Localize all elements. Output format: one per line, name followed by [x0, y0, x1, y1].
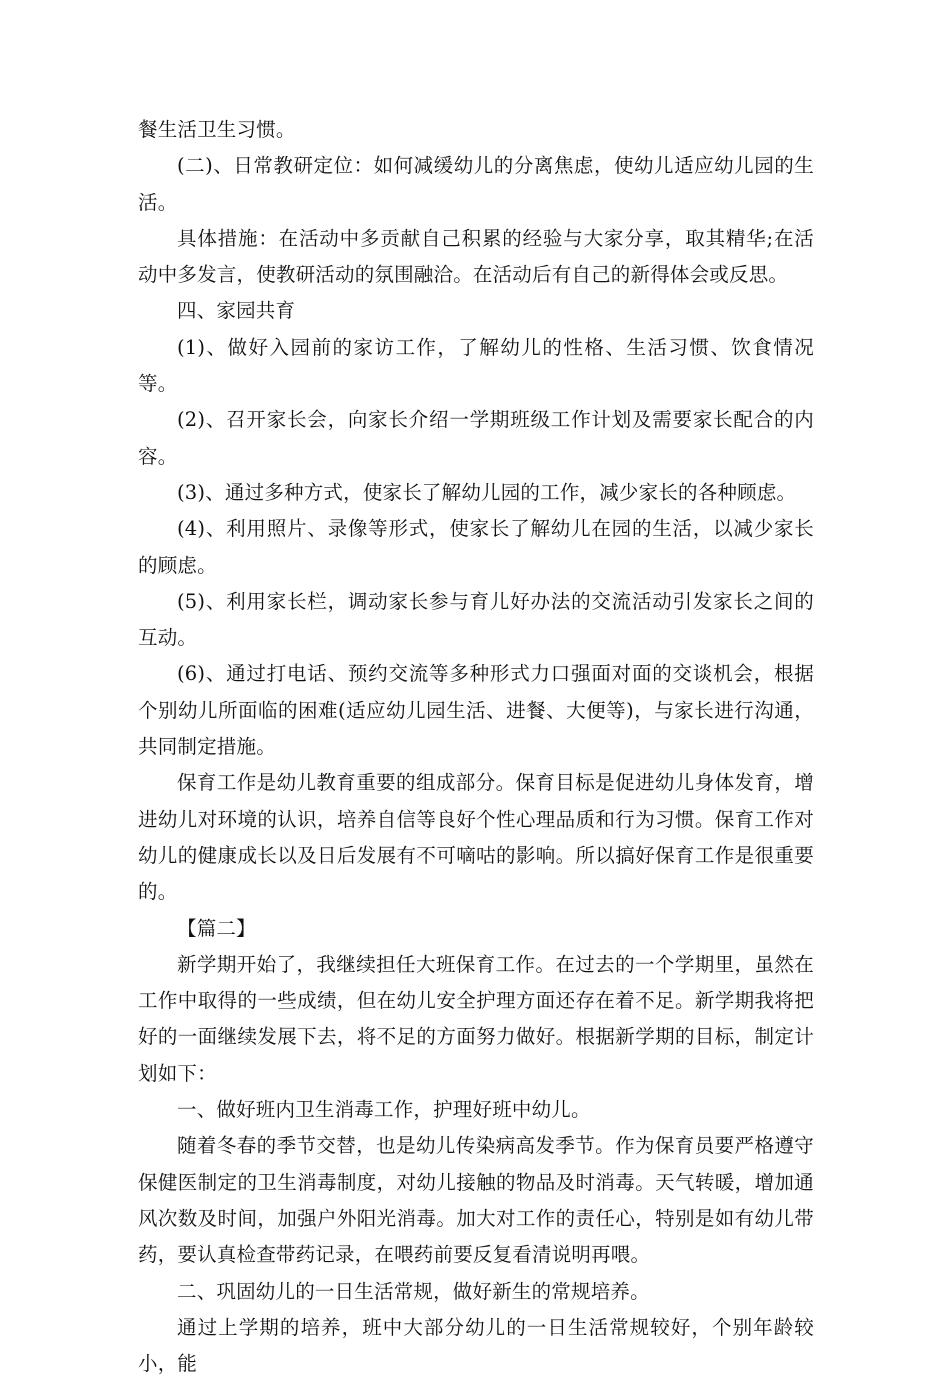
list-item: (5)、利用家长栏，调动家长参与育儿好办法的交流活动引发家长之间的互动。: [138, 589, 814, 650]
list-item: (1)、做好入园前的家访工作，了解幼儿的性格、生活习惯、饮食情况等。: [138, 335, 814, 396]
list-item: (2)、召开家长会，向家长介绍一学期班级工作计划及需要家长配合的内容。: [138, 408, 814, 468]
section-heading: 四、家园共育: [177, 299, 296, 323]
document-body: [138, 112, 814, 1382]
paragraph: 新学期开始了，我继续担任大班保育工作。在过去的一个学期里，虽然在工作中取得的一些成绩，但在幼儿安全护理方面还存在着不足。新学期我将把好的一面继续发展下去，将不足的方面努力做好。根据新学期的目标，制定计划如下：: [138, 952, 814, 1085]
paragraph: 通过上学期的培养，班中大部分幼儿的一日生活常规较好，个别年龄较小，能: [138, 1315, 814, 1376]
section-heading: 二、巩固幼儿的一日生活常规，做好新生的常规培养。: [177, 1279, 650, 1303]
paragraph: 随着冬春的季节交替，也是幼儿传染病高发季节。作为保育员要严格遵守保健医制定的卫生消毒制度，对幼儿接触的物品及时消毒。天气转暖，增加通风次数及时间，加强户外阳光消毒。加大对工作的责任心，特别是如有幼儿带药，要认真检查带药记录，在喂药前要反复看清说明再喂。: [138, 1134, 814, 1267]
list-item: (3)、通过多种方式，使家长了解幼儿园的工作，减少家长的各种顾虑。: [177, 480, 797, 504]
paragraph: 具体措施：在活动中多贡献自己积累的经验与大家分享，取其精华;在活动中多发言，使教研活动的氛围融洽。在活动后有自己的新得体会或反思。: [138, 226, 814, 287]
section-heading: 【篇二】: [177, 916, 256, 940]
paragraph: (二)、日常教研定位：如何减缓幼儿的分离焦虑，使幼儿适应幼儿园的生活。: [138, 154, 814, 214]
list-item: (6)、通过打电话、预约交流等多种形式力口强面对面的交谈机会，根据个别幼儿所面临的困难(适应幼儿园生活、进餐、大便等)，与家长进行沟通，共同制定措施。: [138, 662, 814, 759]
list-item: (4)、利用照片、录像等形式，使家长了解幼儿在园的生活，以减少家长的顾虑。: [138, 517, 814, 577]
section-heading: 一、做好班内卫生消毒工作，护理好班中幼儿。: [177, 1098, 591, 1122]
paragraph: 保育工作是幼儿教育重要的组成部分。保育目标是促进幼儿身体发育，增进幼儿对环境的认识，培养自信等良好个性心理品质和行为习惯。保育工作对幼儿的健康成长以及日后发展有不可嘀咕的影响。所以搞好保育工作是很重要的。: [138, 771, 814, 904]
paragraph: 餐生活卫生习惯。: [138, 118, 296, 141]
